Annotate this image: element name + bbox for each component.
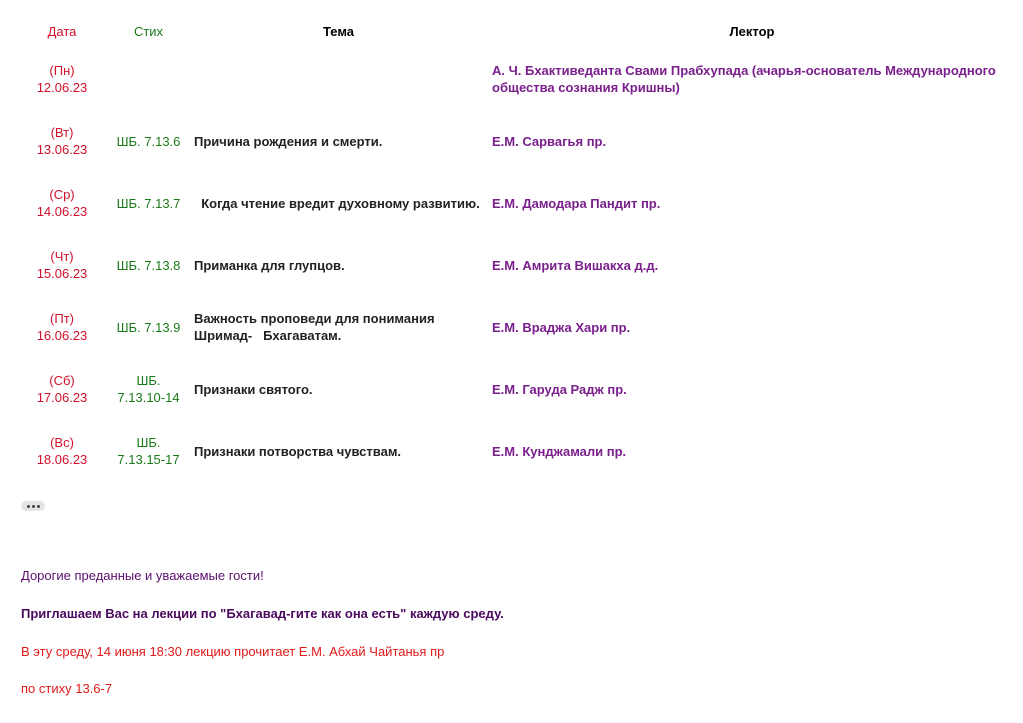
ellipsis-icon	[37, 505, 40, 508]
this-wednesday-text: В эту среду, 14 июня 18:30 лекцию прочитает Е.М. Абхай Чайтанья пр	[21, 644, 445, 659]
verse-cell	[107, 172, 190, 234]
table-row	[17, 48, 1017, 110]
verse-range: 7.13.15-17	[117, 452, 180, 467]
day-of-week: (Вс)	[50, 435, 74, 450]
header-date: Дата	[47, 23, 77, 39]
verse-cell	[107, 48, 190, 110]
table-row	[17, 234, 1017, 296]
verse-text: по стиху 13.6-7	[21, 681, 113, 696]
verse-ref: ШБ.	[136, 373, 161, 388]
invitation-text: Приглашаем Вас на лекции по "Бхагавад-гите как она есть" каждую среду.	[21, 606, 504, 621]
lector-cell: Е.М. Кунджамали пр.	[492, 443, 627, 459]
table-row	[17, 296, 1017, 358]
topic-cell: Признаки святого.	[194, 381, 313, 397]
topic-cell: Когда чтение вредит духовному развитию.	[194, 195, 480, 211]
date-cell	[17, 48, 107, 110]
ellipsis-icon	[32, 505, 35, 508]
topic-cell: Приманка для глупцов.	[194, 257, 345, 273]
header-lector: Лектор	[729, 23, 775, 39]
date-value: 15.06.23	[36, 266, 88, 281]
verse-ref: ШБ. 7.13.9	[116, 319, 181, 335]
date-cell	[17, 110, 107, 172]
day-of-week: (Вт)	[50, 125, 74, 140]
table-row	[17, 172, 1017, 234]
date-value: 18.06.23	[36, 452, 88, 467]
day-of-week: (Пт)	[50, 311, 74, 326]
verse-cell	[107, 358, 190, 420]
date-value: 12.06.23	[36, 80, 88, 95]
day-of-week: (Чт)	[50, 249, 74, 264]
lector-cell: Е.М. Враджа Хари пр.	[492, 319, 631, 335]
lector-cell: Е.М. Амрита Вишакха д.д.	[492, 257, 659, 273]
table-row	[17, 420, 1017, 482]
verse-cell	[107, 420, 190, 482]
date-value: 17.06.23	[36, 390, 88, 405]
verse-cell	[107, 110, 190, 172]
verse-ref: ШБ.	[136, 435, 161, 450]
verse-ref: ШБ. 7.13.6	[116, 133, 181, 149]
lector-cell: Е.М. Гаруда Радж пр.	[492, 381, 627, 397]
topic-cell: Важность проповеди для понимания Шримад- Бхагаватам.	[194, 311, 439, 343]
verse-cell	[107, 296, 190, 358]
day-of-week: (Пн)	[49, 63, 75, 78]
greeting-text: Дорогие преданные и уважаемые гости!	[21, 568, 264, 583]
ellipsis-icon	[27, 505, 30, 508]
lector-cell: Е.М. Дамодара Пандит пр.	[492, 195, 661, 211]
verse-ref: ШБ. 7.13.8	[116, 257, 181, 273]
header-verse: Стих	[133, 23, 164, 39]
topic-cell: Причина рождения и смерти.	[194, 133, 383, 149]
date-cell	[17, 234, 107, 296]
date-cell	[17, 172, 107, 234]
schedule-table	[17, 14, 1017, 482]
verse-cell	[107, 234, 190, 296]
topic-cell: Признаки потворства чувствам.	[194, 443, 402, 459]
verse-range: 7.13.10-14	[117, 390, 180, 405]
date-value: 14.06.23	[36, 204, 88, 219]
header-topic: Тема	[322, 23, 355, 39]
date-value: 13.06.23	[36, 142, 88, 157]
date-cell	[17, 358, 107, 420]
table-row	[17, 110, 1017, 172]
date-cell	[17, 420, 107, 482]
verse-ref: ШБ. 7.13.7	[116, 195, 181, 211]
day-of-week: (Сб)	[49, 373, 75, 388]
topic-cell	[190, 48, 487, 110]
date-value: 16.06.23	[36, 328, 88, 343]
lector-cell: А. Ч. Бхактиведанта Свами Прабхупада (ачарья-основатель Международного общества сознания Кришны)	[492, 63, 996, 95]
lector-cell: Е.М. Сарвагья пр.	[492, 133, 607, 149]
table-row	[17, 358, 1017, 420]
schedule-header-row	[17, 14, 1017, 48]
show-more-button[interactable]	[21, 501, 45, 511]
date-cell	[17, 296, 107, 358]
day-of-week: (Ср)	[49, 187, 75, 202]
